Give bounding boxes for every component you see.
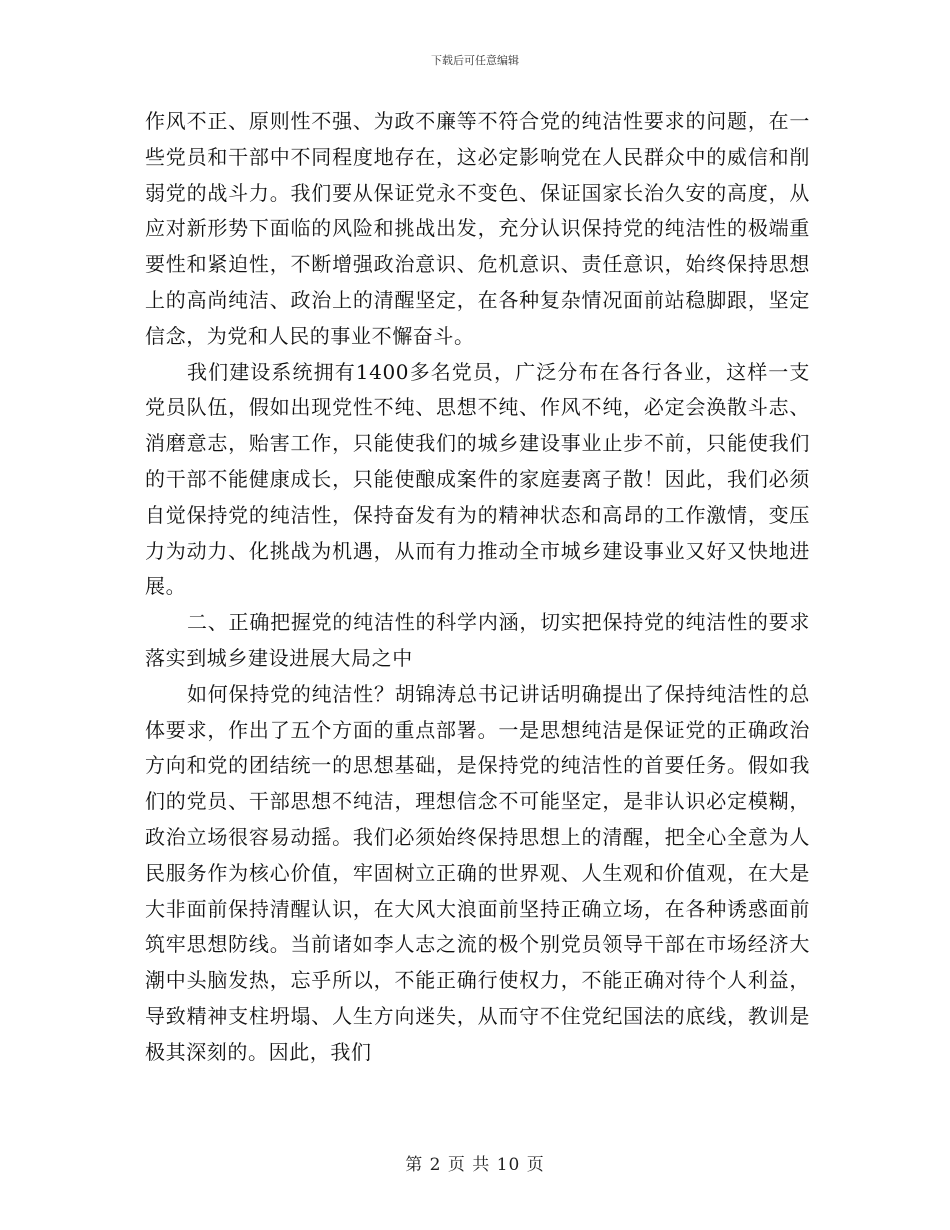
paragraph-2: 我们建设系统拥有1400多名党员，广泛分布在各行各业，这样一支党员队伍，假如出现党性不纯、思想不纯、作风不纯，必定会涣散斗志、消磨意志，贻害工作，只能使我们的城乡建设事业止步不前，只能使我们的干部不能健康成长，只能使酿成案件的家庭妻离子散！因此，我们必须自觉保持党的纯洁性，保持奋发有为的精神状态和高昂的工作激情，变压力为动力、化挑战为机遇，从而有力推动全市城乡建设事业又好又快地进展。 xyxy=(145,359,810,599)
section-heading: 二、正确把握党的纯洁性的科学内涵，切实把保持党的纯洁性的要求落实到城乡建设进展大局之中 xyxy=(145,610,810,670)
paragraph-1: 作风不正、原则性不强、为政不廉等不符合党的纯洁性要求的问题，在一些党员和干部中不同程度地存在，这必定影响党在人民群众中的威信和削弱党的战斗力。我们要从保证党永不变色、保证国家长治久安的高度，从应对新形势下面临的风险和挑战出发，充分认识保持党的纯洁性的极端重要性和紧迫性，不断增强政治意识、危机意识、责任意识，始终保持思想上的高尚纯洁、政治上的清醒坚定，在各种复杂情况面前站稳脚跟，坚定信念，为党和人民的事业不懈奋斗。 xyxy=(145,109,810,348)
paragraph-3: 如何保持党的纯洁性？胡锦涛总书记讲话明确提出了保持纯洁性的总体要求，作出了五个方面的重点部署。一是思想纯洁是保证党的正确政治方向和党的团结统一的思想基础，是保持党的纯洁性的首要任务。假如我们的党员、干部思想不纯洁，理想信念不可能坚定，是非认识必定模糊，政治立场很容易动摇。我们必须始终保持思想上的清醒，把全心全意为人民服务作为核心价值，牢固树立正确的世界观、人生观和价值观，在大是大非面前保持清醒认识，在大风大浪面前坚持正确立场，在各种诱惑面前筑牢思想防线。当前诸如李人志之流的极个别党员领导干部在市场经济大潮中头脑发热，忘乎所以，不能正确行使权力，不能正确对待个人利益，导致精神支柱坍塌、人生方向迷失，从而守不住党纪国法的底线，教训是极其深刻的。因此，我们 xyxy=(145,681,810,1064)
document-body xyxy=(145,104,810,1071)
page-header: 下载后可任意编辑 xyxy=(431,54,519,67)
page-number-footer: 第 2 页 共 10 页 xyxy=(405,1155,545,1175)
